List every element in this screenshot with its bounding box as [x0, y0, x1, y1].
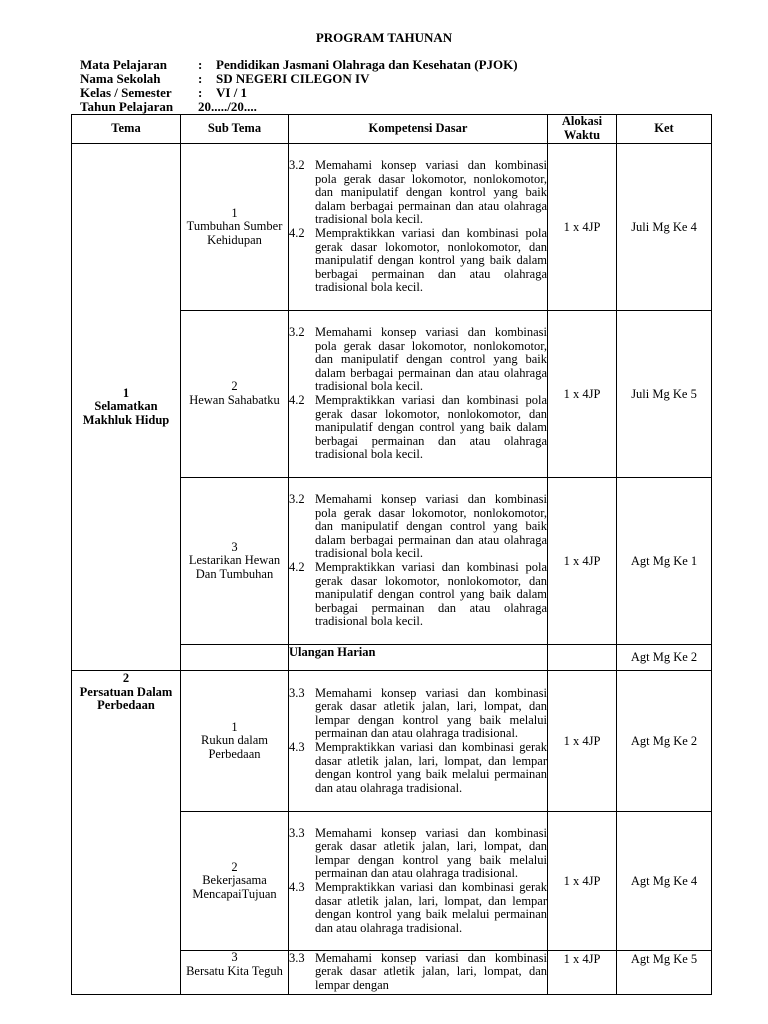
- info-value: Pendidikan Jasmani Olahraga dan Kesehatan (PJOK): [216, 57, 518, 72]
- kd-number: 3.2: [289, 492, 305, 507]
- alokasi-cell: 1 x 4JP: [548, 311, 617, 478]
- ket-cell: Agt Mg Ke 2: [617, 645, 712, 671]
- info-label: Nama Sekolah: [80, 71, 161, 86]
- kd-text: Memahami konsep variasi dan kombinasi pola gerak dasar lokomotor, nonlokomotor, dan manipulatif dengan control yang baik dalam berbagai permainan dan atau olahraga tradisional bola kecil.: [315, 325, 547, 394]
- kd-text: Mempraktikkan variasi dan kombinasi pola gerak dasar lokomotor, nonlokomotor, dan manipulatif dengan control yang baik dalam berbagai permainan dan atau olahraga tradisional bola kecil.: [315, 393, 547, 462]
- kd-cell: [289, 812, 548, 951]
- kd-text: Mempraktikkan variasi dan kombinasi gerak dasar atletik jalan, lari, lompat, dan lempar dengan kontrol yang baik melalui permainan dan atau olahraga tradisional.: [315, 740, 547, 795]
- subtema-cell: [181, 478, 289, 645]
- ulangan-label: Ulangan Harian: [289, 645, 376, 659]
- kd-cell: [289, 951, 548, 995]
- kd-text: Memahami konsep variasi dan kombinasi gerak dasar atletik jalan, lari, lompat, dan lempar dengan kontrol yang baik melalui permainan dan atau olahraga tradisional.: [315, 685, 547, 741]
- alokasi-cell: 1 x 4JP: [548, 951, 617, 995]
- info-label: Tahun Pelajaran: [80, 99, 174, 114]
- kd-number: 4.2: [289, 560, 305, 574]
- kd-item: [289, 881, 547, 935]
- header-tema: Tema: [72, 115, 181, 144]
- info-row-subject: [80, 58, 518, 72]
- kd-item: [289, 227, 547, 295]
- subtema-title: Lestarikan Hewan Dan Tumbuhan: [188, 553, 281, 581]
- tema-cell: [72, 144, 181, 671]
- kd-cell: [289, 144, 548, 311]
- kd-number: 4.2: [289, 226, 305, 240]
- header-alokasi-waktu: Alokasi Waktu: [548, 115, 617, 144]
- subtema-number: 3: [231, 950, 238, 964]
- info-value: 20...../20....: [198, 99, 257, 114]
- subtema-title: Hewan Sahabatku: [189, 393, 280, 407]
- info-row-year: [80, 100, 518, 114]
- subtema-cell: [181, 812, 289, 951]
- alokasi-cell: 1 x 4JP: [548, 671, 617, 812]
- ket-cell: Juli Mg Ke 5: [617, 311, 712, 478]
- info-value: SD NEGERI CILEGON IV: [216, 71, 370, 86]
- ulangan-alokasi-cell: [548, 645, 617, 671]
- alokasi-cell: 1 x 4JP: [548, 144, 617, 311]
- subtema-title: Tumbuhan Sumber Kehidupan: [186, 219, 283, 247]
- kd-item: [289, 493, 547, 561]
- tema-title: Persatuan Dalam Perbedaan: [79, 684, 173, 713]
- document-info: [80, 58, 518, 114]
- alokasi-cell: 1 x 4JP: [548, 478, 617, 645]
- kd-number: 3.3: [289, 825, 305, 840]
- info-colon: :: [198, 71, 203, 86]
- ket-cell: Agt Mg Ke 2: [617, 671, 712, 812]
- kd-number: 4.2: [289, 393, 305, 407]
- kd-item: [289, 159, 547, 227]
- kd-clip: [289, 952, 547, 994]
- kd-number: 3.3: [289, 951, 305, 965]
- kd-cell: [289, 671, 548, 812]
- subtema-number: 1: [231, 719, 238, 734]
- alokasi-cell: 1 x 4JP: [548, 812, 617, 951]
- kd-number: 4.3: [289, 880, 305, 894]
- table-row: [72, 671, 712, 812]
- info-label: Mata Pelajaran: [80, 57, 168, 72]
- kd-item: [289, 687, 547, 741]
- tema-cell: [72, 671, 181, 995]
- ulangan-spacer: [181, 645, 289, 671]
- kd-text: Memahami konsep variasi dan kombinasi pola gerak dasar lokomotor, nonlokomotor, dan manipulatif dengan control yang baik dalam berbagai permainan dan atau olahraga tradisional bola kecil.: [315, 492, 547, 561]
- ket-cell: Agt Mg Ke 1: [617, 478, 712, 645]
- subtema-cell: [181, 951, 289, 995]
- ket-cell: Agt Mg Ke 4: [617, 812, 712, 951]
- info-label: Kelas / Semester: [80, 85, 172, 100]
- subtema-number: 1: [231, 205, 238, 220]
- subtema-cell: [181, 671, 289, 812]
- info-colon: :: [198, 57, 203, 72]
- info-colon: :: [198, 85, 203, 100]
- header-subtema: Sub Tema: [181, 115, 289, 144]
- subtema-cell: [181, 311, 289, 478]
- subtema-title: Rukun dalam Perbedaan: [200, 733, 268, 761]
- header-ket: Ket: [617, 115, 712, 144]
- kd-item: [289, 326, 547, 394]
- kd-item: [289, 394, 547, 462]
- kd-cell: [289, 478, 548, 645]
- ket-cell: Juli Mg Ke 4: [617, 144, 712, 311]
- info-row-school: [80, 72, 518, 86]
- kd-item: [289, 827, 547, 881]
- kd-text: Mempraktikkan variasi dan kombinasi gerak dasar atletik jalan, lari, lompat, dan lempar dengan kontrol yang baik melalui permainan dan atau olahraga tradisional.: [315, 880, 547, 935]
- kd-number: 4.3: [289, 740, 305, 754]
- kd-item: [289, 561, 547, 629]
- subtema-title: Bekerjasama MencapaiTujuan: [192, 873, 277, 901]
- kd-item: [289, 952, 547, 993]
- table-header-row: [72, 115, 712, 144]
- kd-item: [289, 741, 547, 795]
- info-value: VI / 1: [216, 85, 248, 100]
- info-row-class: [80, 86, 518, 100]
- kd-number: 3.2: [289, 158, 305, 173]
- tema-number: 1: [122, 385, 130, 400]
- kd-text: Memahami konsep variasi dan kombinasi gerak dasar atletik jalan, lari, lompat, dan lempar dengan: [315, 951, 547, 992]
- kd-text: Memahami konsep variasi dan kombinasi gerak dasar atletik jalan, lari, lompat, dan lempar dengan kontrol yang baik melalui permainan dan atau olahraga tradisional.: [315, 825, 547, 881]
- kd-text: Mempraktikkan variasi dan kombinasi pola gerak dasar lokomotor, nonlokomotor, dan manipulatif dengan kontrol yang baik dalam berbagai permainan dan atau olahraga tradisional bola kecil.: [315, 226, 547, 295]
- subtema-title: Bersatu Kita Teguh: [186, 963, 283, 978]
- kd-number: 3.2: [289, 325, 305, 340]
- tema-number: 2: [122, 671, 130, 685]
- kd-number: 3.3: [289, 685, 305, 700]
- kd-cell: [289, 311, 548, 478]
- ulangan-cell: [289, 645, 548, 671]
- document-title: PROGRAM TAHUNAN: [315, 30, 453, 45]
- kd-text: Memahami konsep variasi dan kombinasi pola gerak dasar lokomotor, nonlokomotor, dan manipulatif dengan kontrol yang baik dalam berbagai permainan dan atau olahraga tradisional bola kecil.: [315, 158, 547, 227]
- kd-text: Mempraktikkan variasi dan kombinasi pola gerak dasar lokomotor, nonlokomotor, dan manipulatif dengan control yang baik dalam berbagai permainan dan atau olahraga tradisional bola kecil.: [315, 560, 547, 629]
- subtema-cell: [181, 144, 289, 311]
- subtema-number: 3: [231, 539, 238, 554]
- program-table: [71, 114, 712, 995]
- header-kompetensi-dasar: Kompetensi Dasar: [289, 115, 548, 144]
- subtema-number: 2: [231, 859, 238, 874]
- tema-title: Selamatkan Makhluk Hidup: [82, 399, 170, 427]
- table-row: [72, 144, 712, 311]
- subtema-number: 2: [231, 379, 238, 394]
- ket-cell: Agt Mg Ke 5: [617, 951, 712, 995]
